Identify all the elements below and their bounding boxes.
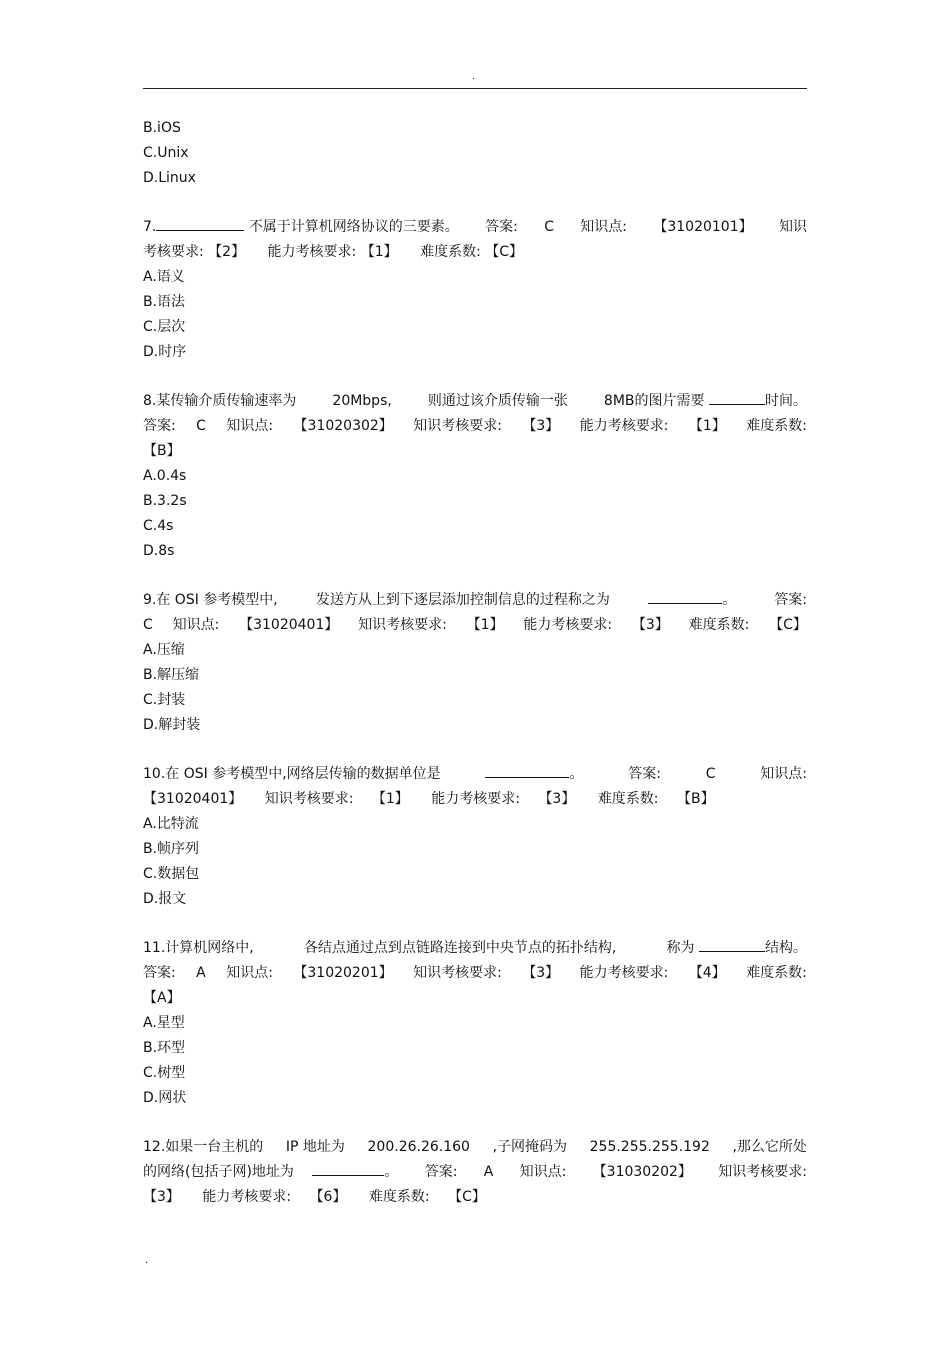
knowledge-point-value: 【31020201】 bbox=[293, 965, 393, 981]
question-7-line-1 bbox=[143, 215, 807, 240]
question-12-line-3 bbox=[143, 1185, 807, 1210]
question-text: 200.26.26.160 bbox=[367, 1139, 470, 1155]
question-text: 8MB的图片需要 bbox=[603, 393, 705, 409]
answer-blank bbox=[709, 390, 765, 405]
question-10-line-1 bbox=[143, 762, 807, 787]
answer-blank bbox=[156, 216, 244, 231]
answer-value: C bbox=[544, 219, 554, 235]
question-text: 9.在 OSI 参考模型中, bbox=[143, 592, 278, 608]
question-text: 的网络(包括子网)地址为 bbox=[143, 1164, 294, 1180]
option: A.星型 bbox=[143, 1015, 185, 1031]
ability-requirement-label: 能力考核要求: bbox=[579, 965, 669, 981]
option: C.树型 bbox=[143, 1065, 186, 1081]
document-body bbox=[143, 116, 807, 1210]
line-end-text: 。 bbox=[569, 766, 584, 782]
option: D.时序 bbox=[143, 344, 187, 360]
question-text: 各结点通过点到点链路连接到中央节点的拓扑结构, bbox=[303, 940, 617, 956]
answer-label: 答案: bbox=[485, 219, 518, 235]
option: C.数据包 bbox=[143, 866, 200, 882]
ability-requirement-label: 能力考核要求: bbox=[431, 791, 520, 807]
line-end-text: 。 bbox=[722, 592, 737, 608]
question-text: 20Mbps, bbox=[332, 393, 392, 409]
option: A.比特流 bbox=[143, 816, 199, 832]
question-text: 255.255.255.192 bbox=[589, 1139, 710, 1155]
knowledge-requirement-label: 知识考核要求: bbox=[413, 418, 502, 434]
difficulty-value: 【C】 bbox=[448, 1189, 486, 1205]
knowledge-point-label: 知识点: bbox=[226, 418, 274, 434]
question-8-line-2 bbox=[143, 414, 807, 439]
option: C.封装 bbox=[143, 692, 186, 708]
knowledge-point-value: 【31020302】 bbox=[293, 418, 393, 434]
difficulty-value: 【B】 bbox=[143, 443, 181, 459]
question-text: 不属于计算机网络协议的三要素。 bbox=[248, 219, 459, 235]
difficulty-label: 难度系数: bbox=[746, 418, 807, 434]
difficulty-value: 【C】 bbox=[769, 617, 807, 633]
question-text: 11.计算机网络中, bbox=[143, 940, 254, 956]
question-text: 8.某传输介质传输速率为 bbox=[143, 393, 297, 409]
question-text: 则通过该介质传输一张 bbox=[427, 393, 568, 409]
question-text: ,子网掩码为 bbox=[492, 1139, 568, 1155]
knowledge-requirement-label: 知识考核要求: bbox=[264, 791, 354, 807]
question-10-line-2 bbox=[143, 787, 807, 812]
knowledge-requirement-value: 【3】 bbox=[522, 418, 560, 434]
knowledge-requirement-value: 【1】 bbox=[466, 617, 504, 633]
option: C.4s bbox=[143, 518, 174, 534]
question-text: ,那么它所处 bbox=[732, 1139, 807, 1155]
difficulty-label: 难度系数: bbox=[688, 617, 750, 633]
answer-label: 答案: bbox=[143, 418, 176, 434]
option: D.解封装 bbox=[143, 717, 201, 733]
ability-requirement-value: 【3】 bbox=[631, 617, 669, 633]
ability-requirement-value: 【6】 bbox=[309, 1189, 347, 1205]
question-8-line-1 bbox=[143, 389, 807, 414]
option: C.层次 bbox=[143, 319, 186, 335]
answer-value: C bbox=[143, 617, 153, 633]
line-end-text: 知识 bbox=[778, 219, 807, 235]
question-12-line-1 bbox=[143, 1135, 807, 1160]
answer-value: A bbox=[196, 965, 206, 981]
answer-value: C bbox=[705, 766, 716, 782]
knowledge-requirement-label: 考核要求: bbox=[143, 244, 204, 260]
knowledge-requirement-label: 知识考核要求: bbox=[718, 1164, 807, 1180]
knowledge-requirement-value: 【3】 bbox=[143, 1189, 180, 1205]
answer-blank bbox=[485, 763, 569, 778]
question-9-line-2 bbox=[143, 613, 807, 638]
header-dot: . bbox=[472, 71, 476, 82]
difficulty-value: 【C】 bbox=[485, 244, 524, 260]
question-11-line-1 bbox=[143, 936, 807, 961]
knowledge-requirement-value: 【1】 bbox=[371, 791, 409, 807]
difficulty-label: 难度系数: bbox=[597, 791, 659, 807]
option: B.帧序列 bbox=[143, 841, 200, 857]
question-text: 称为 bbox=[666, 940, 695, 956]
question-text: 10.在 OSI 参考模型中,网络层传输的数据单位是 bbox=[143, 766, 441, 782]
answer-blank bbox=[699, 937, 765, 952]
question-7-line-2 bbox=[143, 240, 807, 265]
question-12-line-2 bbox=[143, 1160, 807, 1185]
knowledge-point-label: 知识点: bbox=[519, 1164, 567, 1180]
header-rule bbox=[143, 88, 807, 89]
option: B.3.2s bbox=[143, 493, 187, 509]
answer-value: A bbox=[483, 1164, 494, 1180]
line-end-text: 时间。 bbox=[764, 393, 807, 409]
question-number: 7. bbox=[143, 219, 157, 235]
ability-requirement-label: 能力考核要求: bbox=[202, 1189, 292, 1205]
ability-requirement-label: 能力考核要求: bbox=[523, 617, 613, 633]
knowledge-point-label: 知识点: bbox=[760, 766, 807, 782]
option: D.8s bbox=[143, 543, 175, 559]
option: A.0.4s bbox=[143, 468, 187, 484]
question-9-line-1 bbox=[143, 588, 807, 613]
answer-blank bbox=[648, 589, 722, 604]
footer-dot: . bbox=[145, 1255, 149, 1266]
option: B.语法 bbox=[143, 294, 186, 310]
knowledge-requirement-value: 【2】 bbox=[208, 244, 246, 260]
question-text: 12.如果一台主机的 bbox=[143, 1139, 264, 1155]
difficulty-label: 难度系数: bbox=[368, 1189, 430, 1205]
knowledge-point-value: 【31020101】 bbox=[653, 219, 753, 235]
answer-value: C bbox=[196, 418, 206, 434]
knowledge-point-value: 【31020401】 bbox=[239, 617, 339, 633]
ability-requirement-label: 能力考核要求: bbox=[267, 244, 357, 260]
knowledge-point-label: 知识点: bbox=[172, 617, 220, 633]
knowledge-requirement-label: 知识考核要求: bbox=[413, 965, 502, 981]
ability-requirement-value: 【1】 bbox=[688, 418, 726, 434]
option: D.网状 bbox=[143, 1090, 187, 1106]
knowledge-requirement-label: 知识考核要求: bbox=[358, 617, 447, 633]
ability-requirement-value: 【4】 bbox=[688, 965, 726, 981]
knowledge-requirement-value: 【3】 bbox=[522, 965, 560, 981]
option: D.报文 bbox=[143, 891, 187, 907]
knowledge-point-value: 【31020401】 bbox=[143, 791, 243, 807]
line-end-text: 结构。 bbox=[765, 940, 807, 956]
difficulty-value: 【A】 bbox=[143, 990, 181, 1006]
ability-requirement-value: 【3】 bbox=[538, 791, 576, 807]
option: D.Linux bbox=[143, 170, 196, 186]
option: B.iOS bbox=[143, 120, 181, 136]
line-end-text: 。 bbox=[384, 1164, 399, 1180]
ability-requirement-label: 能力考核要求: bbox=[579, 418, 669, 434]
knowledge-point-value: 【31030202】 bbox=[592, 1164, 692, 1180]
difficulty-label: 难度系数: bbox=[420, 244, 481, 260]
difficulty-value: 【B】 bbox=[676, 791, 715, 807]
knowledge-point-label: 知识点: bbox=[226, 965, 273, 981]
ability-requirement-value: 【1】 bbox=[360, 244, 398, 260]
answer-blank bbox=[312, 1161, 384, 1176]
option: B.解压缩 bbox=[143, 667, 200, 683]
option: C.Unix bbox=[143, 145, 189, 161]
option: B.环型 bbox=[143, 1040, 186, 1056]
question-text: IP 地址为 bbox=[285, 1139, 345, 1155]
option: A.压缩 bbox=[143, 642, 185, 658]
answer-label: 答案: bbox=[143, 965, 176, 981]
question-text: 发送方从上到下逐层添加控制信息的过程称之为 bbox=[315, 592, 610, 608]
knowledge-point-label: 知识点: bbox=[580, 219, 628, 235]
answer-label: 答案: bbox=[424, 1164, 458, 1180]
option: A.语义 bbox=[143, 269, 185, 285]
answer-label: 答案: bbox=[628, 766, 661, 782]
answer-label: 答案: bbox=[774, 592, 807, 608]
difficulty-label: 难度系数: bbox=[746, 965, 807, 981]
question-11-line-2 bbox=[143, 961, 807, 986]
